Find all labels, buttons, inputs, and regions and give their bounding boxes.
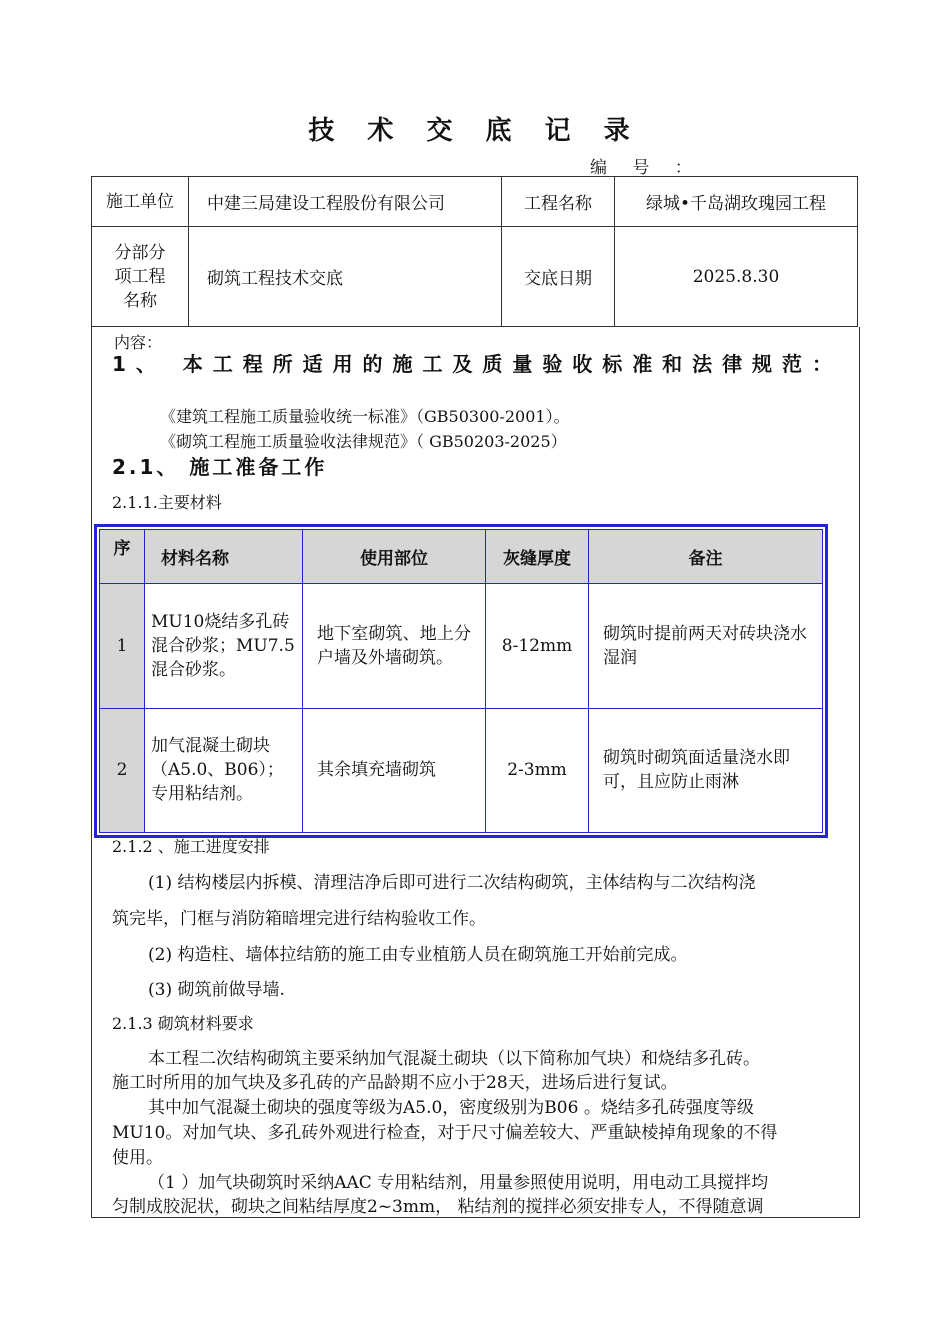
standard-1: 《建筑工程施工质量验收统一标准》（GB50300-2001）。 bbox=[160, 407, 570, 426]
material-req-1a: 本工程二次结构砌筑主要采纳加气混凝土砌块（以下简称加气块）和烧结多孔砖。 bbox=[148, 1049, 760, 1069]
col-header-remark: 备注 bbox=[589, 530, 823, 584]
material-req-2a: 其中加气混凝土砌块的强度等级为A5.0，密度级别为B06 。烧结多孔砖强度等级 bbox=[148, 1098, 754, 1118]
table-row bbox=[100, 584, 823, 709]
col-header-joint: 灰缝厚度 bbox=[486, 530, 589, 584]
date-label: 交底日期 bbox=[502, 227, 615, 327]
col-header-no: 序 bbox=[100, 530, 145, 584]
subproject-label: 分部分项工程名称 bbox=[92, 227, 189, 327]
row-joint: 2-3mm bbox=[486, 708, 589, 833]
section-213: 2.1.3 砌筑材料要求 bbox=[112, 1014, 254, 1033]
content-label: 内容： bbox=[114, 333, 163, 352]
date-value: 2025.8.30 bbox=[615, 227, 858, 327]
section-212: 2.1.2 、施工进度安排 bbox=[112, 837, 270, 856]
row-location: 地下室砌筑、地上分户墙及外墙砌筑。 bbox=[303, 584, 486, 709]
material-req-1b: 施工时所用的加气块及多孔砖的产品龄期不应小于28天，进场后进行复试。 bbox=[112, 1073, 678, 1093]
project-value: 绿城•千岛湖玫瑰园工程 bbox=[615, 177, 858, 227]
doc-title: 技 术 交 底 记 录 bbox=[308, 116, 642, 146]
row-joint: 8-12mm bbox=[486, 584, 589, 709]
schedule-3: (3) 砌筑前做导墙. bbox=[148, 980, 285, 1000]
content-area bbox=[91, 327, 860, 1218]
table-row bbox=[100, 708, 823, 833]
unit-label: 施工单位 bbox=[92, 177, 189, 227]
row-remark: 砌筑时提前两天对砖块浇水湿润 bbox=[589, 584, 823, 709]
col-header-material: 材料名称 bbox=[145, 530, 303, 584]
schedule-1a: (1) 结构楼层内拆模、清理洁净后即可进行二次结构砌筑，主体结构与二次结构浇 bbox=[148, 873, 756, 893]
materials-table-frame bbox=[94, 524, 828, 838]
standard-2: 《砌筑工程施工质量验收法律规范》（ GB50203-2025） bbox=[160, 432, 567, 451]
section1-heading: 1、 本工程所适用的施工及质量验收标准和法律规范： bbox=[112, 352, 834, 376]
section21-heading: 2.1、 施工准备工作 bbox=[112, 455, 328, 479]
materials-table bbox=[99, 529, 823, 833]
row-no: 2 bbox=[100, 708, 145, 833]
subproject-value: 砌筑工程技术交底 bbox=[189, 227, 502, 327]
row-material: MU10烧结多孔砖 混合砂浆；MU7.5 混合砂浆。 bbox=[145, 584, 303, 709]
material-req-3b: 匀制成胶泥状，砌块之间粘结厚度2~3mm， 粘结剂的搅拌必须安排专人，不得随意调 bbox=[112, 1197, 764, 1217]
schedule-1b: 筑完毕，门框与消防箱暗埋完进行结构验收工作。 bbox=[112, 909, 486, 929]
row-remark: 砌筑时砌筑面适量浇水即可，且应防止雨淋 bbox=[589, 708, 823, 833]
row-no: 1 bbox=[100, 584, 145, 709]
material-req-3a: （1 ）加气块砌筑时采纳AAC 专用粘结剂，用量参照使用说明，用电动工具搅拌均 bbox=[148, 1173, 769, 1193]
header-table bbox=[91, 176, 858, 327]
project-label: 工程名称 bbox=[502, 177, 615, 227]
col-header-location: 使用部位 bbox=[303, 530, 486, 584]
section-211: 2.1.1.主要材料 bbox=[112, 493, 222, 512]
doc-number-label: 编 号 ： bbox=[590, 158, 702, 178]
unit-value: 中建三局建设工程股份有限公司 bbox=[189, 177, 502, 227]
row-material: 加气混凝土砌块（A5.0、B06）；专用粘结剂。 bbox=[145, 708, 303, 833]
material-req-2c: 使用。 bbox=[112, 1148, 163, 1168]
material-req-2b: MU10。对加气块、多孔砖外观进行检查，对于尺寸偏差较大、严重缺棱掉角现象的不得 bbox=[112, 1123, 778, 1143]
schedule-2: (2) 构造柱、墙体拉结筋的施工由专业植筋人员在砌筑施工开始前完成。 bbox=[148, 945, 688, 965]
row-location: 其余填充墙砌筑 bbox=[303, 708, 486, 833]
